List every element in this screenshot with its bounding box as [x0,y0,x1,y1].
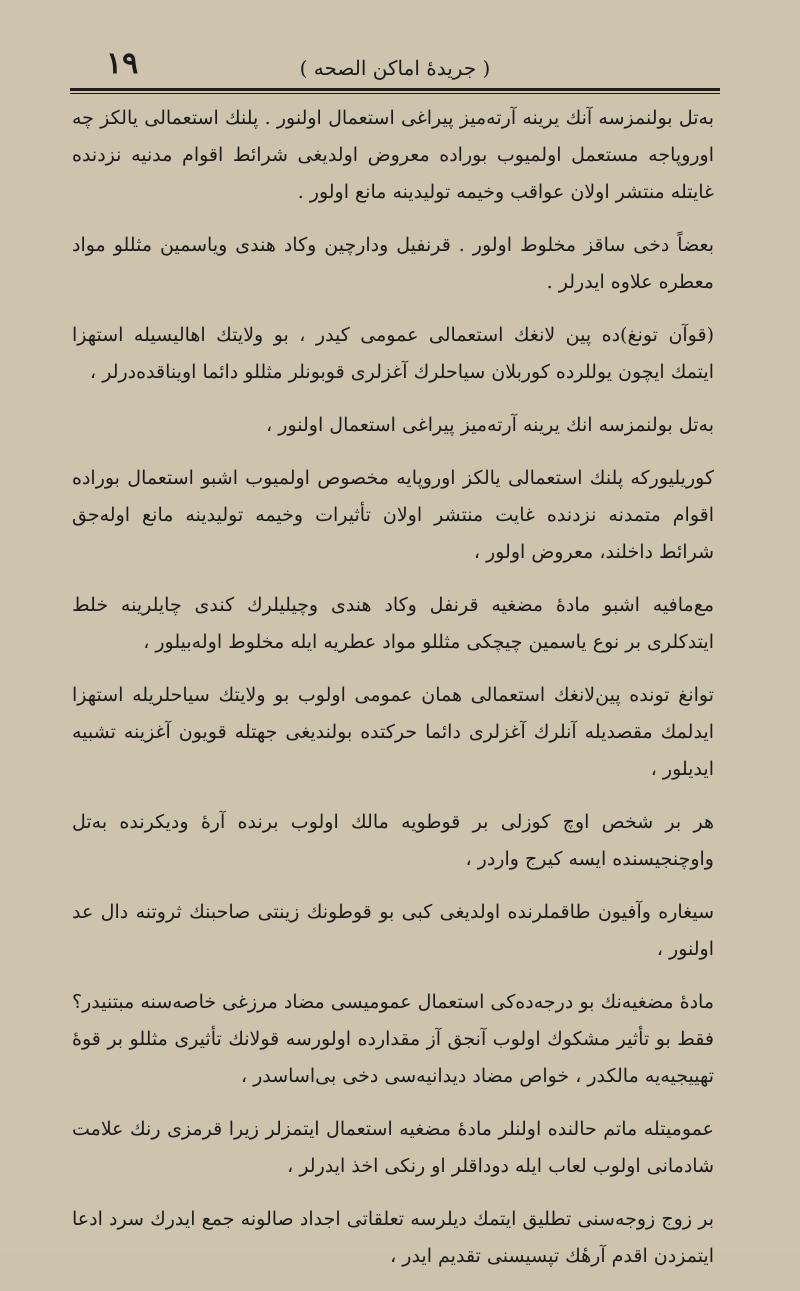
paragraph: مادهٔ مضغیه‌نك بو درجه‌ده‌کی استعمال عمومیسی مضاد مرزغی خاصه‌سنه مبتنیدر؟ فقط بو تأثیر مشکوك اولوب آنجق آز مقدارده اولورسه قولانك تأثیری مثللو بر قوهٔ تهییجیه‌یه مالکدر ، خواص مضاد دیدانیه‌سی دخی بی‌اساسدر ، [72,991,714,1087]
header-rule-thin [70,93,720,94]
paragraph: بەتل بولنمزسه انك یرینه آرته‌میز پیراغی استعمال اولنور ، [266,414,714,436]
paragraph: کوریلیورکه پلنك استعمالی یالکز اوروپایه مخصوص اولمیوب اشبو استعمال بوراده اقوام متمدنه نزدنده غایت منتشر اولان تأثیرات وخیمه تولیدینه مانع اوله‌جق شرائط داخلند، معروض اولور ، [72,467,714,563]
page-header [70,46,720,94]
paragraph: (قوآن تونغ)ده پین لانغك استعمالی عمومی کیدر ، بو ولایتك اهالیسیله استهزا ایتمك ایچون یوللرده کوربلان سیاحلرك آغزلری قوبونلر مثللو دائما اویناقده‌درلر ، [72,324,714,383]
paragraph: هر بر شخص اوچ کوزلی بر قوطویه مالك اولوب برنده آرهٔ ودیکرنده بەتل واوچنجیسنده ایسه کیرج واردر ، [72,811,714,870]
paragraph: عمومیتله ماتم حالنده اولنلر مادهٔ مضغیه استعمال ایتمزلر زیرا قرمزی رنك علامت شادمانی اولوب لعاب ایله دوداقلر او رنکی اخذ ایدرلر ، [72,1118,714,1177]
header-rule-thick [70,88,720,91]
paragraph: بر زوج زوجه‌سنی تطلیق ایتمك دیلرسه تعلقاتی اجداد صالونه جمع ایدرك سرد ادعا ایتمزدن اقدم آرهٔك تپسیسنی تقدیم ایدر ، [72,1208,714,1267]
page-number: ١٩ [106,46,139,81]
paragraph: بعضاً دخی ساقز مخلوط اولور . قرنفیل ودارچین وکاد هندی ویاسمین مثللو مواد معطره علاوه ایدرلر . [72,234,714,293]
paragraph: مع‌مافیه اشبو مادهٔ مضغیه قرنفل وکاد هندی وچیلیلرك کندی چایلرینه خلط ایتدکلری بر نوع یاسمین چیچکی مثللو مواد عطریه ایله مخلوط اوله‌بیلور ، [72,594,714,653]
paragraph: سیغاره وآفیون طاقملرنده اولدیغی کبی بو قوطونك زینتی صاحبنك ثروتنه دال عد اولنور ، [72,901,714,960]
body-text [72,100,714,1291]
paragraph: توانغ تونده پین‌لانغك استعمالی همان عمومی اولوب بو ولایتك سیاحلریله استهزا ایدلمك مقصدیله آنلرك آغزلری دائما حرکتده بولندیغی جهتله قویون آغزینه تشبیه ایدیلور ، [72,684,714,780]
paragraph: بەتل بولنمزسه آنك یرینه آرته‌میز پیراغی استعمال اولنور . پلنك استعمالی یالکز چه اوروپاجه مستعمل اولمیوب بوراده معروض اولدیغی شرائط اقوام مدنیه نزدنده غایتله منتشر اولان عواقب وخیمه تولیدینه مانع اولور . [72,107,714,203]
running-title: ( جریدهٔ اماکن الصحه ) [299,56,491,80]
